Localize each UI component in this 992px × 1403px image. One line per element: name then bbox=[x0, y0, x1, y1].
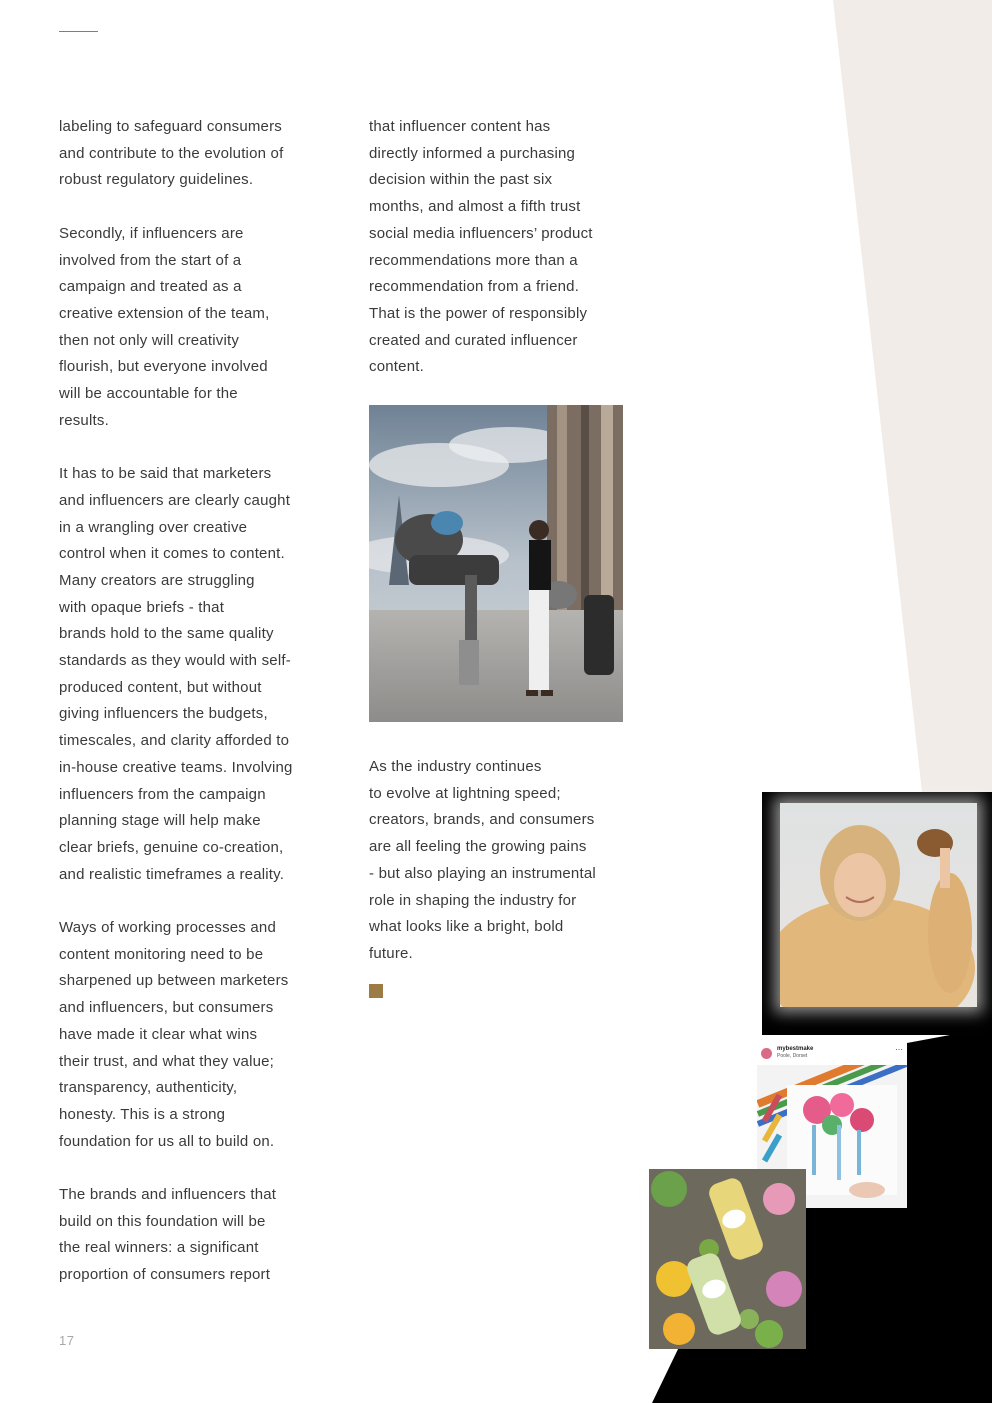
smiling-woman-photo bbox=[780, 803, 977, 1007]
paragraph: As the industry continues to evolve at lightning speed; creators, brands, and consumers are all feeling the growing pains - but also playing an instrumental role in shaping the industry for what looks like a bright, bold future. bbox=[369, 758, 596, 962]
paragraph: labeling to safeguard consumers and contribute to the evolution of robust regulatory guidelines. bbox=[59, 118, 284, 189]
text-column-left bbox=[59, 114, 329, 1316]
more-options-icon: ··· bbox=[895, 1045, 903, 1054]
instagram-username: mybestmake bbox=[777, 1046, 814, 1052]
drinks-flatlay-photo bbox=[649, 1169, 806, 1349]
paragraph: It has to be said that marketers and influencers are clearly caught in a wrangling over creative control when it comes to content. Many creators are struggling with opaque briefs - that brands hold to the same quality standards as they would with self- produced content, but without giving influencers the budgets, timescales, and clarity afforded to in-house creative teams. Involving influencers from the campaign planning stage will help make clear briefs, genuine co-creation, and realistic timeframes a reality. bbox=[59, 465, 293, 883]
instagram-location: Poole, Dorset bbox=[777, 1053, 808, 1059]
paragraph: Ways of working processes and content monitoring need to be sharpened up between marketers and influencers, but consumers have made it clear what wins their trust, and what they value; transparency, authenticity, honesty. This is a strong foundation for us all to build on. bbox=[59, 919, 289, 1150]
text-column-closing bbox=[369, 754, 629, 994]
end-of-article-mark bbox=[369, 984, 383, 998]
influencer-robot-photo bbox=[369, 405, 623, 722]
paragraph: that influencer content has directly informed a purchasing decision within the past six months, and almost a fifth trust social media influencers’ product recommendations more than a recommendation from a friend. That is the power of responsibly created and curated influencer content. bbox=[369, 118, 593, 376]
text-column-right bbox=[369, 114, 629, 408]
avatar bbox=[761, 1048, 772, 1059]
paragraph: The brands and influencers that build on this foundation will be the real winners: a significant proportion of consumers report bbox=[59, 1186, 277, 1284]
top-accent-rule bbox=[59, 31, 98, 32]
beige-panel bbox=[833, 0, 992, 792]
paragraph: Secondly, if influencers are involved from the start of a campaign and treated as a creative extension of the team, then not only will creativity flourish, but everyone involved will be accountable for the results. bbox=[59, 224, 270, 429]
instagram-post-header bbox=[757, 1043, 907, 1065]
page-number: 17 bbox=[59, 1333, 75, 1348]
